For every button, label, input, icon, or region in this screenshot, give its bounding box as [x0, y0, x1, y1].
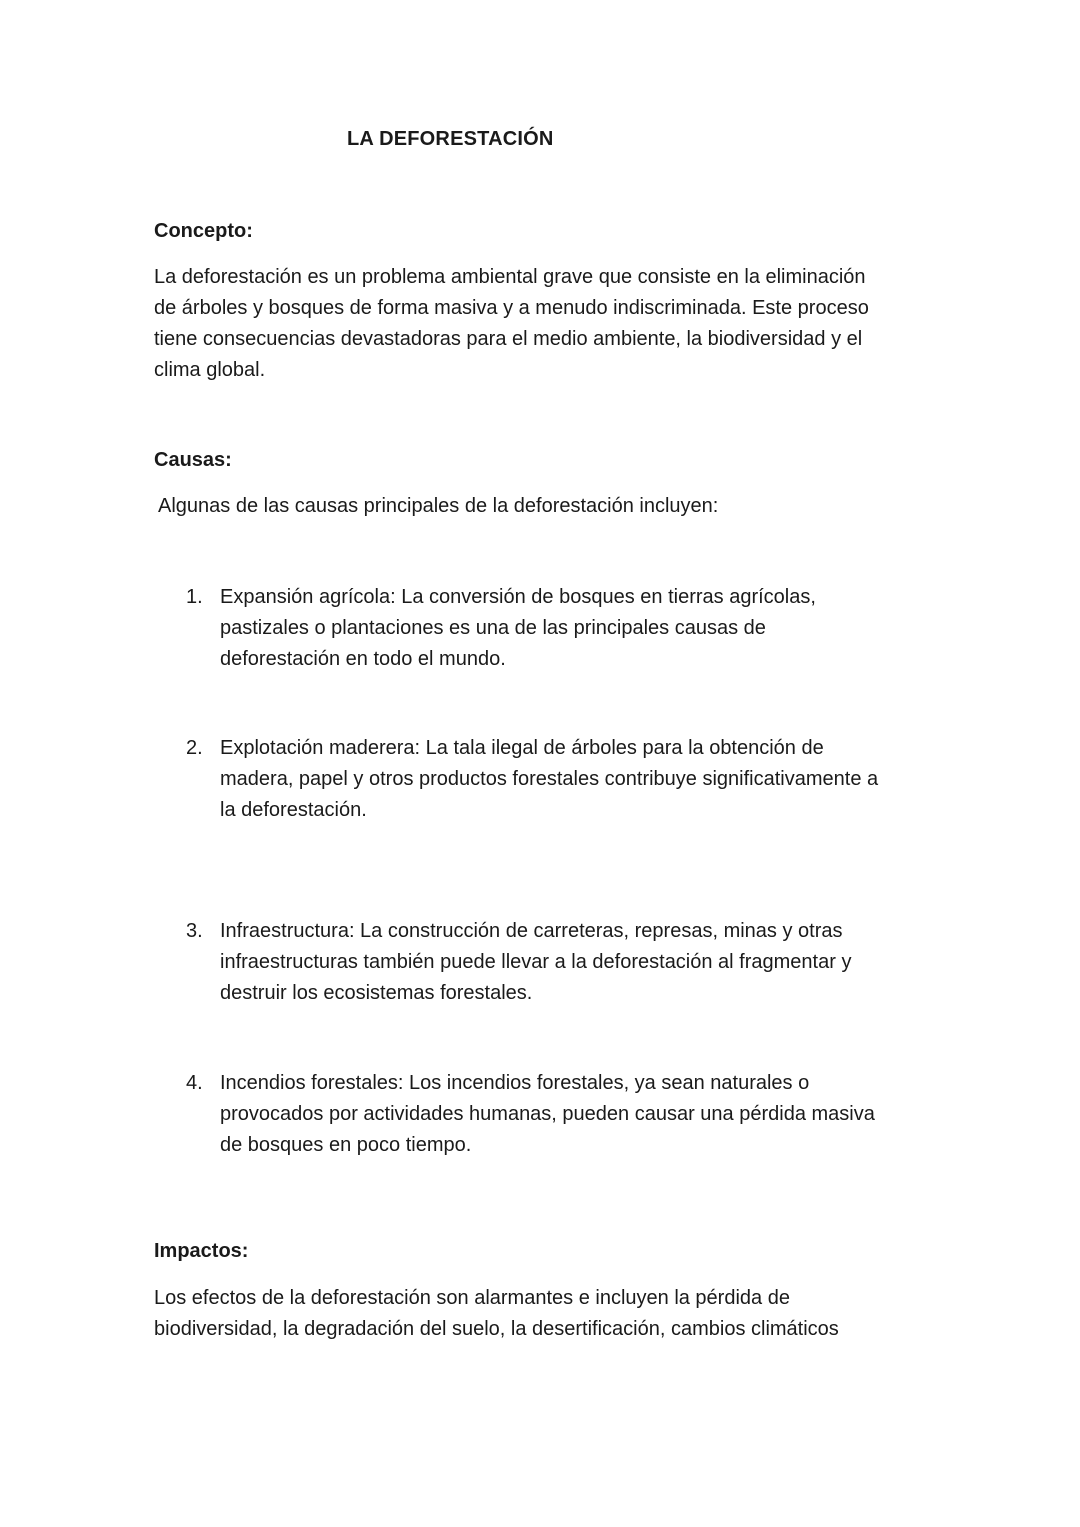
list-item-line: Incendios forestales: Los incendios forestales, ya sean naturales o	[220, 1072, 810, 1094]
list-item-number: 4.	[186, 1072, 203, 1094]
impactos-line: biodiversidad, la degradación del suelo, la desertificación, cambios climáticos	[154, 1318, 839, 1340]
concepto-heading: Concepto:	[154, 220, 253, 242]
list-item-number: 1.	[186, 586, 203, 608]
list-item-line: destruir los ecosistemas forestales.	[220, 982, 533, 1004]
list-item-line: provocados por actividades humanas, pueden causar una pérdida masiva	[220, 1103, 875, 1125]
list-item-line: madera, papel y otros productos forestales contribuye significativamente a	[220, 768, 879, 790]
list-item-line: Infraestructura: La construcción de carreteras, represas, minas y otras	[220, 920, 843, 942]
list-item-text	[220, 733, 926, 826]
impactos-heading: Impactos:	[154, 1240, 249, 1262]
list-item	[186, 582, 926, 675]
causas-intro: Algunas de las causas principales de la deforestación incluyen:	[158, 495, 719, 517]
list-item-line: deforestación en todo el mundo.	[220, 648, 506, 670]
concepto-line: de árboles y bosques de forma masiva y a menudo indiscriminada. Este proceso	[154, 297, 869, 319]
concepto-line: La deforestación es un problema ambiental grave que consiste en la eliminación	[154, 266, 866, 288]
list-item-line: Explotación maderera: La tala ilegal de árboles para la obtención de	[220, 737, 824, 759]
concepto-line: tiene consecuencias devastadoras para el medio ambiente, la biodiversidad y el	[154, 328, 863, 350]
list-item-line: infraestructuras también puede llevar a la deforestación al fragmentar y	[220, 951, 852, 973]
document-title: LA DEFORESTACIÓN	[347, 128, 554, 150]
causas-heading: Causas:	[154, 449, 232, 471]
impactos-line: Los efectos de la deforestación son alarmantes e incluyen la pérdida de	[154, 1287, 790, 1309]
list-item-line: pastizales o plantaciones es una de las principales causas de	[220, 617, 766, 639]
list-item	[186, 733, 926, 826]
list-item-text	[220, 1068, 926, 1161]
list-item-line: de bosques en poco tiempo.	[220, 1134, 472, 1156]
list-item-text	[220, 582, 926, 675]
list-item-text	[220, 916, 926, 1009]
list-item-line: Expansión agrícola: La conversión de bosques en tierras agrícolas,	[220, 586, 816, 608]
concepto-line: clima global.	[154, 359, 266, 381]
impactos-paragraph	[154, 1283, 934, 1345]
concepto-paragraph	[154, 262, 934, 386]
list-item-number: 2.	[186, 737, 203, 759]
list-item	[186, 916, 926, 1009]
list-item-number: 3.	[186, 920, 203, 942]
list-item	[186, 1068, 926, 1161]
list-item-line: la deforestación.	[220, 799, 367, 821]
